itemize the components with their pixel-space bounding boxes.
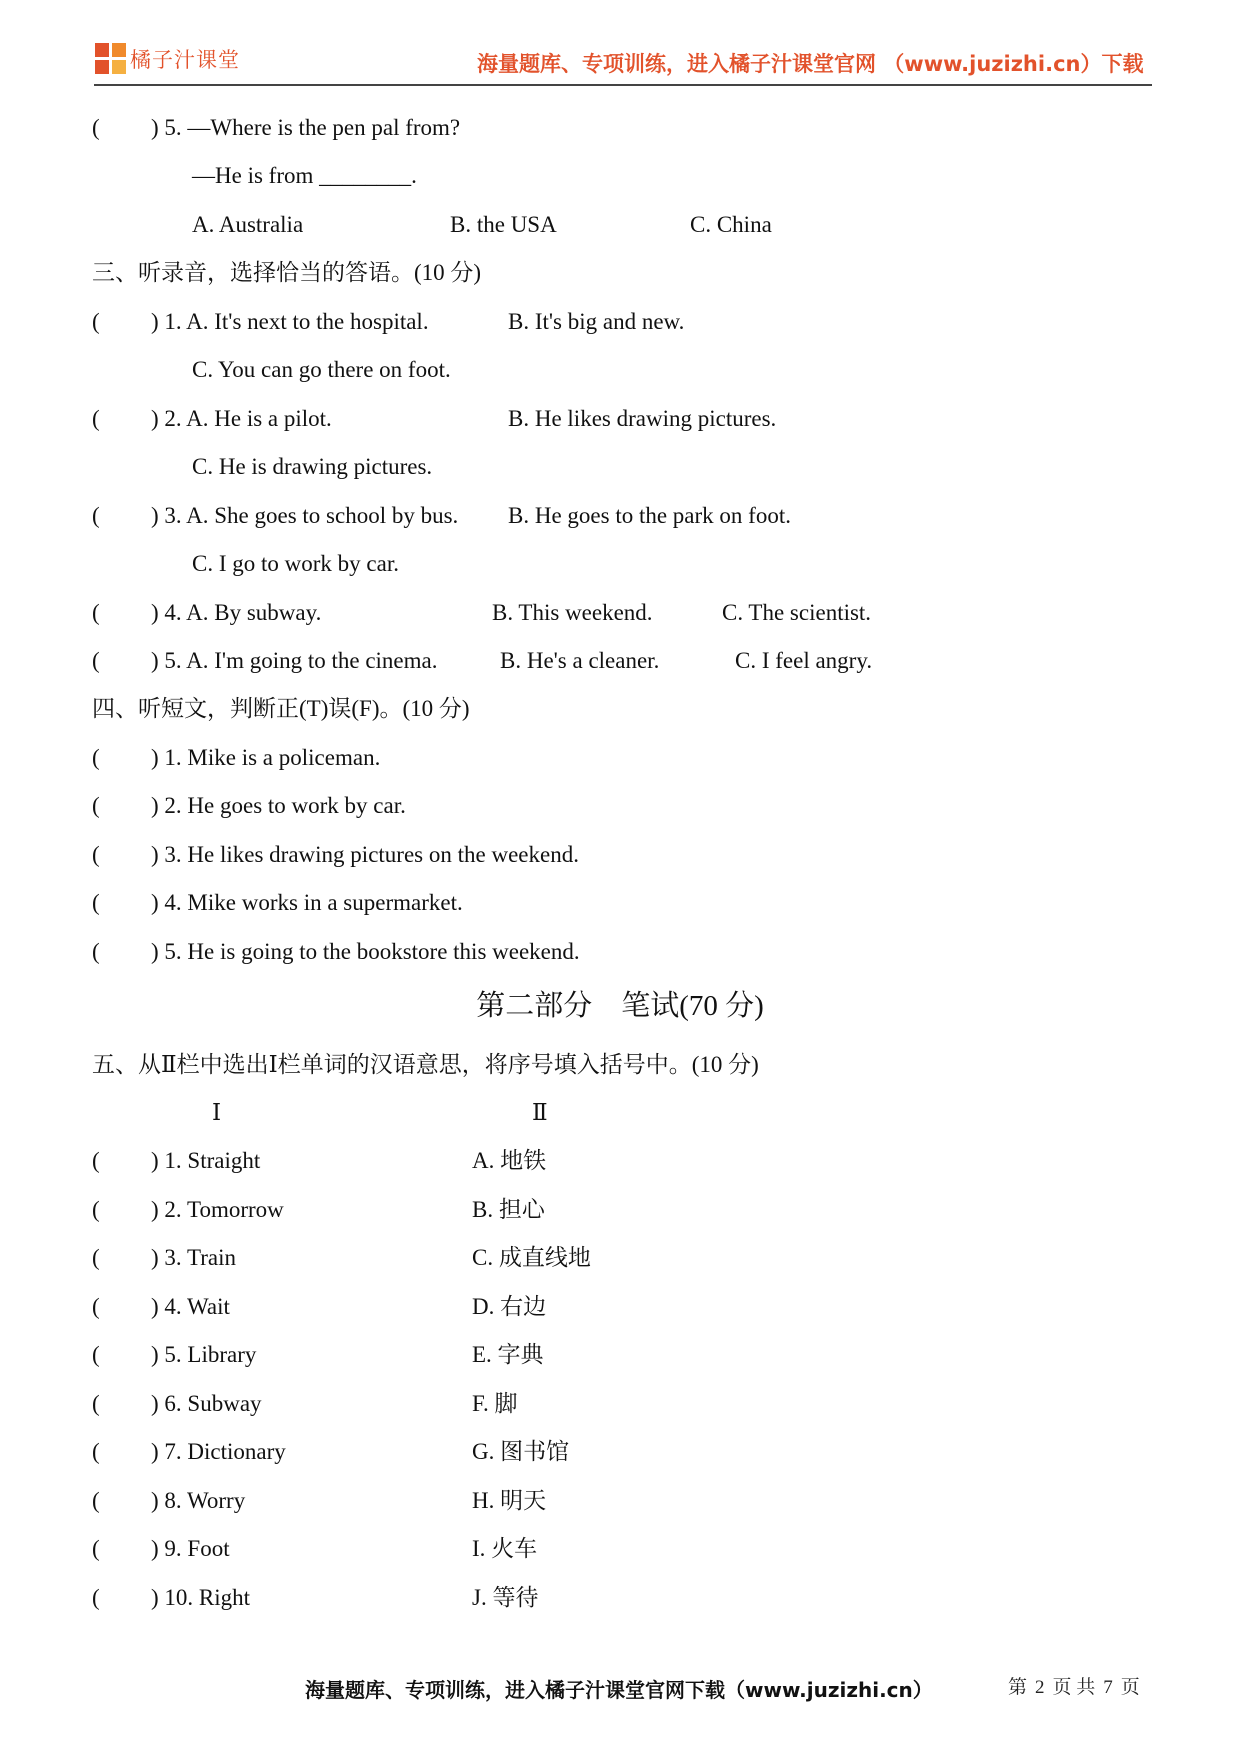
chinese-meaning: G. 图书馆	[472, 1439, 570, 1464]
english-word: 5. Library	[164, 1342, 257, 1367]
footer-slogan-link[interactable]: 海量题库、专项训练，进入橘子汁课堂官网下载（www.juzizhi.cn）	[305, 1678, 933, 1702]
english-word: 10. Right	[164, 1585, 251, 1610]
option-c: C. China	[690, 212, 772, 237]
page-number	[1004, 1672, 1144, 1699]
option-b: B. He likes drawing pictures.	[508, 406, 777, 431]
chinese-meaning: F. 脚	[472, 1391, 518, 1416]
option-b: B. He's a cleaner.	[500, 648, 660, 673]
page-prefix: 第	[1008, 1677, 1028, 1698]
statement-text: 2. He goes to work by car.	[164, 793, 406, 818]
paren-close: )	[151, 939, 159, 964]
paren-open: (	[92, 406, 100, 431]
chinese-meaning: I. 火车	[472, 1536, 538, 1561]
paren-open: (	[92, 1536, 100, 1561]
section-3-title: 三、听录音，选择恰当的答语。(10 分)	[92, 260, 482, 285]
header-divider	[94, 84, 1152, 86]
paren-close: )	[151, 503, 159, 528]
english-word: 4. Wait	[164, 1294, 230, 1319]
page-mid: 页 共	[1052, 1677, 1096, 1698]
question-text: 5. —Where is the pen pal from?	[164, 115, 461, 140]
paren-close: )	[151, 745, 159, 770]
paren-open: (	[92, 1197, 100, 1222]
paren-close: )	[151, 1488, 159, 1513]
chinese-meaning: H. 明天	[472, 1488, 547, 1513]
column-2-header: Ⅱ	[532, 1100, 548, 1125]
english-word: 3. Train	[164, 1245, 237, 1270]
statement-text: 3. He likes drawing pictures on the weekend.	[164, 842, 579, 867]
paren-open: (	[92, 309, 100, 334]
page-total: 7	[1103, 1677, 1113, 1698]
paren-open: (	[92, 1391, 100, 1416]
option-a: A. Australia	[192, 212, 304, 237]
option-a: 3. A. She goes to school by bus.	[164, 503, 459, 528]
brand-name: 橘子汁课堂	[130, 48, 240, 72]
paren-close: )	[151, 890, 159, 915]
part-2-title: 第二部分 笔试(70 分)	[476, 990, 764, 1022]
english-word: 1. Straight	[164, 1148, 261, 1173]
paren-close: )	[151, 600, 159, 625]
paren-open: (	[92, 1585, 100, 1610]
option-b: B. It's big and new.	[508, 309, 685, 334]
paren-close: )	[151, 309, 159, 334]
statement-text: 4. Mike works in a supermarket.	[164, 890, 463, 915]
statement-text: 5. He is going to the bookstore this weekend.	[164, 939, 580, 964]
paren-open: (	[92, 1439, 100, 1464]
paren-open: (	[92, 1488, 100, 1513]
option-c: C. I feel angry.	[735, 648, 873, 673]
paren-open: (	[92, 745, 100, 770]
paren-open: (	[92, 939, 100, 964]
chinese-meaning: A. 地铁	[472, 1148, 547, 1173]
paren-open: (	[92, 793, 100, 818]
english-word: 2. Tomorrow	[164, 1197, 284, 1222]
chinese-meaning: J. 等待	[472, 1585, 539, 1610]
option-c: C. The scientist.	[722, 600, 872, 625]
option-a: 5. A. I'm going to the cinema.	[164, 648, 438, 673]
page-current: 2	[1035, 1677, 1045, 1698]
paren-close: )	[151, 406, 159, 431]
option-c: C. He is drawing pictures.	[192, 454, 433, 479]
paren-close: )	[151, 793, 159, 818]
paren-close: )	[151, 1342, 159, 1367]
option-b: B. the USA	[450, 212, 557, 237]
chinese-meaning: C. 成直线地	[472, 1245, 591, 1270]
option-c: C. You can go there on foot.	[192, 357, 451, 382]
paren-open: (	[92, 842, 100, 867]
option-a: 4. A. By subway.	[164, 600, 322, 625]
paren-close: )	[151, 1148, 159, 1173]
paren-close: )	[151, 1391, 159, 1416]
chinese-meaning: D. 右边	[472, 1294, 547, 1319]
option-a: 1. A. It's next to the hospital.	[164, 309, 429, 334]
header-slogan-link[interactable]: 海量题库、专项训练，进入橘子汁课堂官网 （www.juzizhi.cn）下载	[477, 52, 1144, 76]
option-b: B. This weekend.	[492, 600, 653, 625]
paren-close: )	[151, 1439, 159, 1464]
paren-open: (	[92, 1342, 100, 1367]
section-4-title: 四、听短文，判断正(T)误(F)。(10 分)	[92, 696, 470, 721]
english-word: 6. Subway	[164, 1391, 262, 1416]
paren-close: )	[151, 842, 159, 867]
chinese-meaning: B. 担心	[472, 1197, 545, 1222]
paren-close: )	[151, 1585, 159, 1610]
paren-close: )	[151, 648, 159, 673]
english-word: 7. Dictionary	[164, 1439, 286, 1464]
section-5-title: 五、从Ⅱ栏中选出Ⅰ栏单词的汉语意思，将序号填入括号中。(10 分)	[92, 1052, 759, 1077]
paren-open: (	[92, 890, 100, 915]
paren-close: )	[151, 115, 159, 140]
paren-open: (	[92, 1245, 100, 1270]
option-c: C. I go to work by car.	[192, 551, 399, 576]
page-suffix: 页	[1120, 1677, 1140, 1698]
paren-open: (	[92, 600, 100, 625]
answer-blank-line: —He is from ________.	[192, 163, 417, 188]
chinese-meaning: E. 字典	[472, 1342, 544, 1367]
paren-open: (	[92, 648, 100, 673]
paren-open: (	[92, 1294, 100, 1319]
column-1-header: Ⅰ	[212, 1100, 222, 1125]
statement-text: 1. Mike is a policeman.	[164, 745, 381, 770]
logo-icon	[95, 43, 127, 75]
paren-open: (	[92, 1148, 100, 1173]
english-word: 9. Foot	[164, 1536, 230, 1561]
paren-open: (	[92, 115, 100, 140]
english-word: 8. Worry	[164, 1488, 246, 1513]
option-b: B. He goes to the park on foot.	[508, 503, 791, 528]
paren-close: )	[151, 1245, 159, 1270]
paren-open: (	[92, 503, 100, 528]
paren-close: )	[151, 1536, 159, 1561]
paren-close: )	[151, 1294, 159, 1319]
paren-close: )	[151, 1197, 159, 1222]
option-a: 2. A. He is a pilot.	[164, 406, 332, 431]
